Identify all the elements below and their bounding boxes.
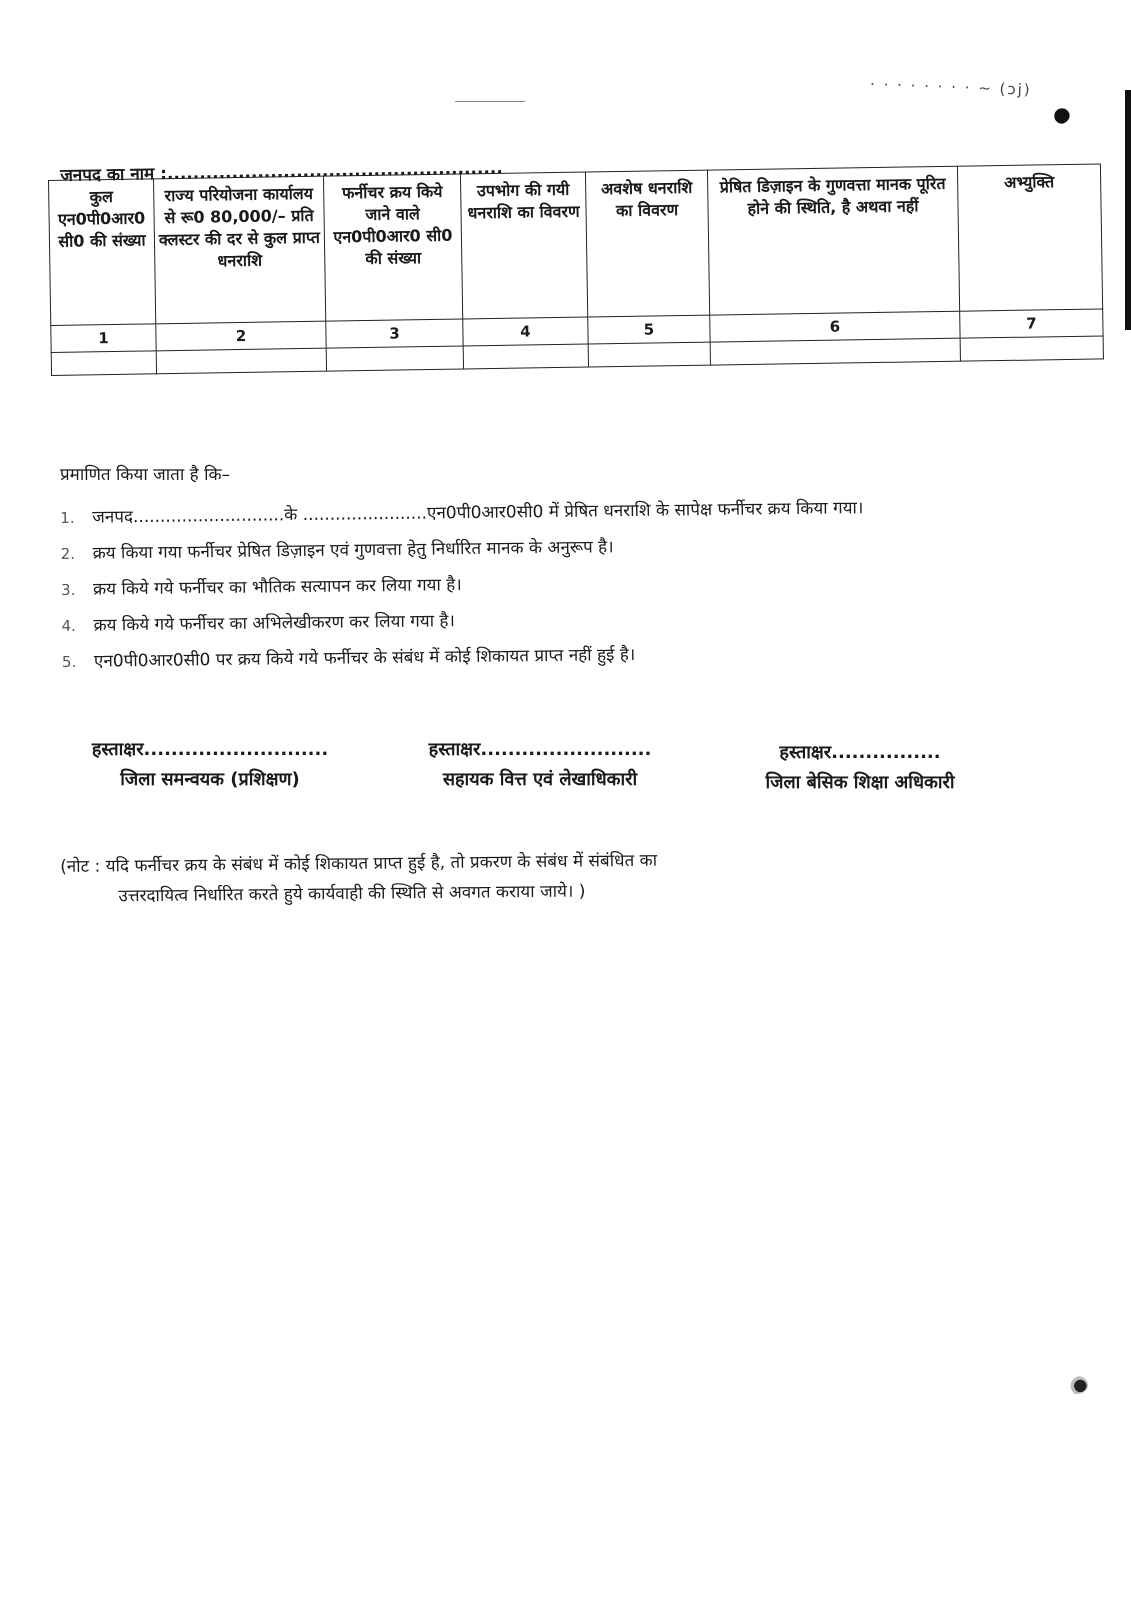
header-cell-remarks: अभ्युक्ति [957, 164, 1102, 311]
list-item-text: क्रय किये गये फर्नीचर का अभिलेखीकरण कर लिया गया है। [93, 611, 456, 636]
entry-cell [156, 348, 326, 374]
header-cell-balance: अवशेष धनराशि का विवरण [585, 170, 709, 317]
header-cell-total-nprc: कुल एन0पी0आर0 सी0 की संख्या [49, 179, 156, 326]
scan-edge-shadow [1125, 90, 1131, 330]
scan-punch-mark [1050, 104, 1070, 124]
column-number: 3 [326, 319, 463, 348]
header-cell-nprc-furniture: फर्नीचर क्रय किये जाने वाले एन0पी0आर0 सी0 की संख्या [323, 174, 462, 321]
signatory-title: जिला समन्वयक (प्रशिक्षण) [120, 769, 300, 790]
list-item-number: 1. [60, 508, 75, 527]
district-label: जनपद का नाम : [60, 164, 168, 186]
column-number: 1 [51, 324, 156, 353]
fund-table-container [48, 163, 1103, 375]
list-item-text: एन0पी0आर0सी0 पर क्रय किये गये फर्नीचर के संबंध में कोई शिकायत प्राप्त नहीं हुई है। [93, 644, 636, 672]
table-header-row [49, 164, 1103, 326]
entry-cell [710, 338, 960, 365]
note-paragraph [60, 842, 1061, 912]
column-number: 4 [463, 317, 588, 346]
fund-utilization-table [48, 163, 1104, 376]
entry-cell [51, 351, 156, 376]
handwritten-page-mark: · · · · · · · · ~ (ɔj) [869, 75, 1033, 99]
scan-mark-line [455, 101, 525, 102]
note-line-1: (नोट : यदि फर्नीचर क्रय के संबंध में कोई शिकायत प्राप्त हुई है, तो प्रकरण के संबंध में संबंधित का [60, 850, 658, 877]
header-cell-quality-status: प्रेषित डिज़ाइन के गुणवत्ता मानक पूरित होने की स्थिति, है अथवा नहीं [707, 166, 959, 315]
certification-list [60, 488, 1062, 680]
signatory-title: सहायक वित्त एवं लेखाधिकारी [442, 769, 638, 790]
signature-label: हस्ताक्षर........................... [91, 739, 329, 760]
list-item-number: 4. [61, 616, 76, 635]
list-item-number: 5. [61, 652, 77, 671]
list-item-number: 2. [60, 544, 76, 563]
column-number: 7 [960, 309, 1103, 338]
header-cell-amount-received: राज्य परियोजना कार्यालय से रू0 80,000/– प्रति क्लस्टर की दर से कुल प्राप्त धनराशि [153, 176, 325, 324]
entry-cell [463, 344, 588, 369]
header-cell-amount-used: उपभोग की गयी धनराशि का विवरण [460, 172, 587, 319]
signature-block-basic-education-officer [715, 738, 1005, 798]
list-item-text: क्रय किया गया फर्नीचर प्रेषित डिज़ाइन एवं गुणवत्ता हेतु निर्धारित मानक के अनुरूप है। [92, 537, 614, 564]
entry-cell [588, 342, 710, 367]
list-item-number: 3. [60, 580, 76, 599]
column-number: 2 [156, 321, 326, 351]
list-item-text: जनपद............................के .......................एन0पी0आर0सी0 में प्रेषित धनराशि के सापेक्ष फर्नीचर क्रय किया गया। [92, 498, 864, 528]
list-item-text: क्रय किये गये फर्नीचर का भौतिक सत्यापन कर लिया गया है। [92, 575, 462, 600]
signature-block-finance-officer [395, 735, 685, 795]
signature-label: हस्ताक्षर................ [779, 742, 941, 763]
column-number: 5 [588, 315, 710, 344]
entry-cell [326, 346, 463, 371]
note-line-2: उत्तरदायित्व निर्धारित करते हुये कार्यवाही की स्थिति से अवगत कराया जाये। ) [118, 881, 586, 907]
signatory-title: जिला बेसिक शिक्षा अधिकारी [765, 772, 955, 793]
signature-block-district-coordinator [80, 735, 340, 795]
district-value-blank: .................................................... [166, 158, 503, 185]
scan-smudge-mark [1066, 1376, 1088, 1394]
signature-label: हस्ताक्षर......................... [428, 739, 652, 760]
entry-cell [960, 336, 1103, 361]
certification-heading: प्रमाणित किया जाता है कि– [60, 465, 231, 485]
column-number: 6 [710, 311, 960, 342]
